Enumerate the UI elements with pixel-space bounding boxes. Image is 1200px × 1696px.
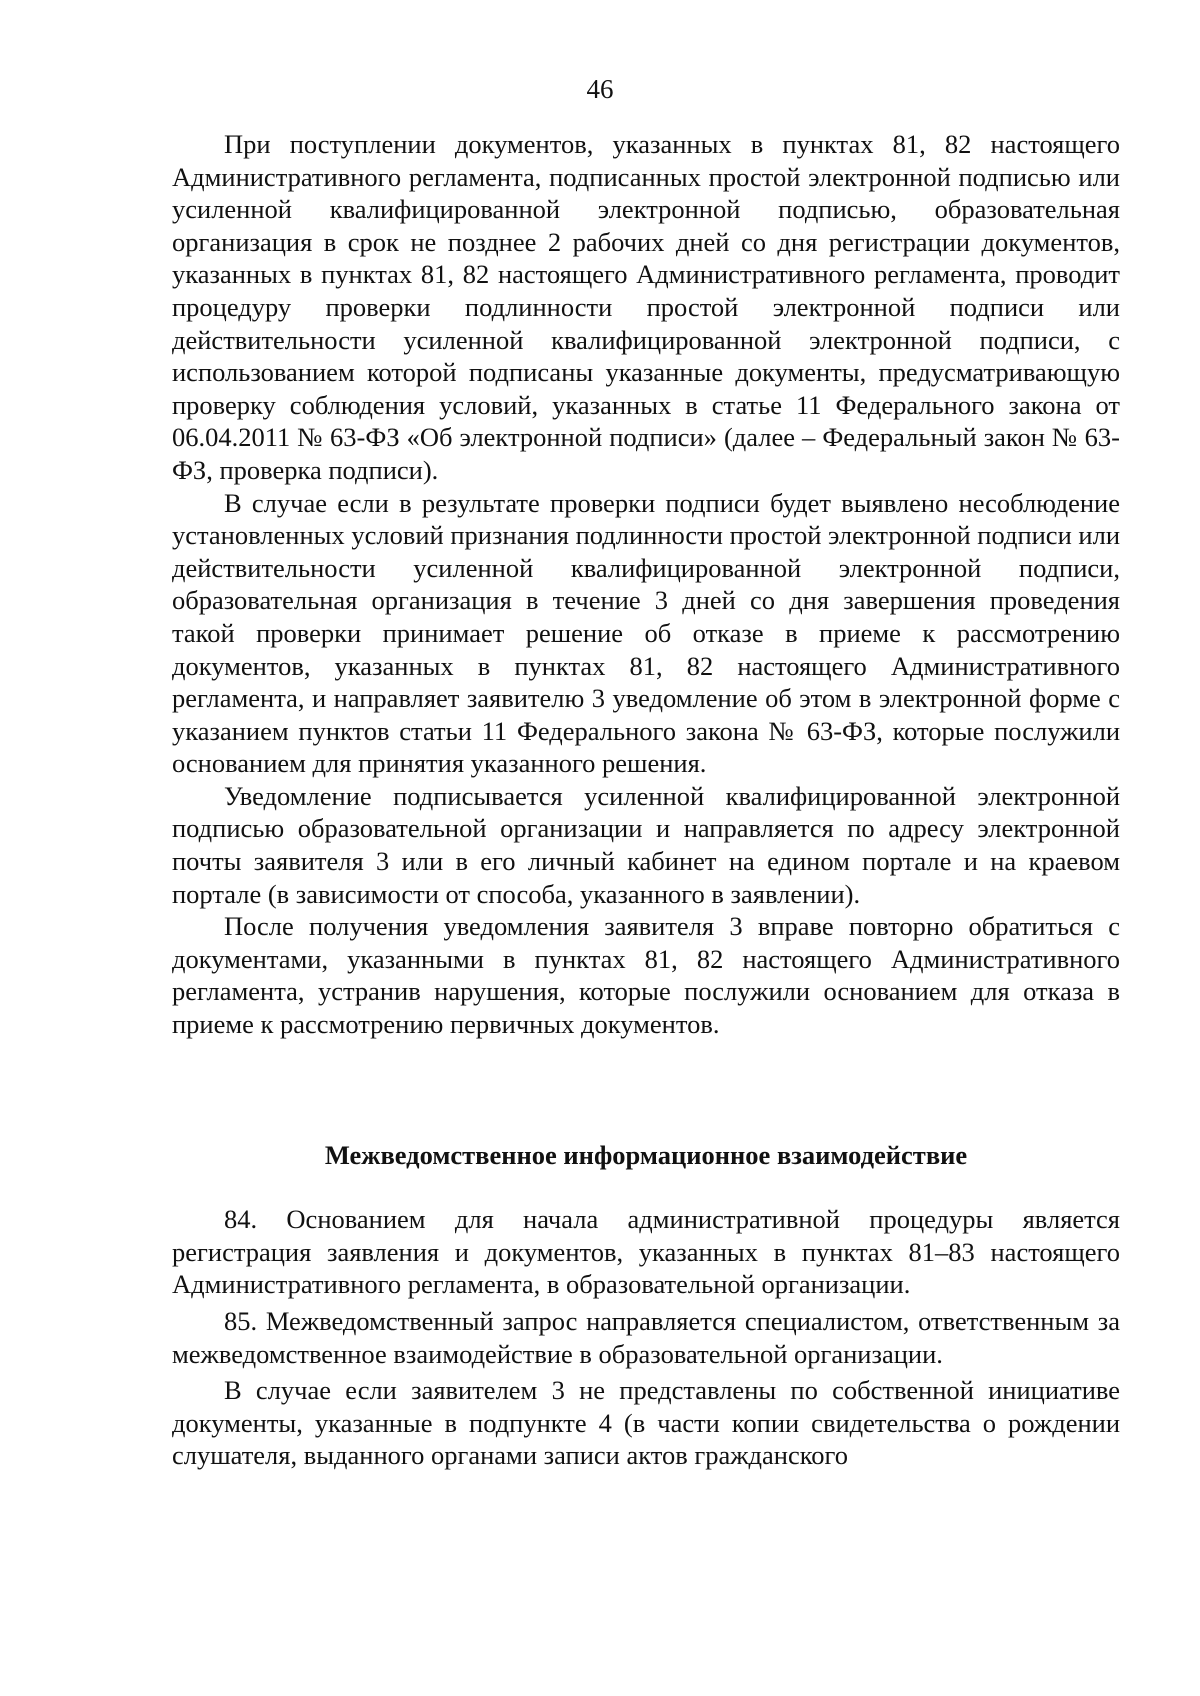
paragraph-resubmission: После получения уведомления заявителя 3 вправе повторно обратиться с документами, указанными в пунктах 81, 82 настоящего Административного регламента, устранив нарушения, которые послужили основанием для отказа в приеме к рассмотрению первичных документов. — [172, 911, 1120, 1040]
section-heading: Межведомственное информационное взаимодействие — [324, 1139, 968, 1170]
page-number: 46 — [586, 74, 614, 104]
paragraph-signature-verification: При поступлении документов, указанных в пунктах 81, 82 настоящего Административного регламента, подписанных простой электронной подписью или усиленной квалифицированной электронной подписью, образовательная организация в срок не позднее 2 рабочих дней со дня регистрации документов, указанных в пунктах 81, 82 настоящего Административного регламента, проводит процедуру проверки подлинности простой электронной подписи или действительности усиленной квалифицированной электронной подписи, с использованием которой подписаны указанные документы, предусматривающую проверку соблюдения условий, указанных в статье 11 Федерального закона от 06.04.2011 № 63-ФЗ «Об электронной подписи» (далее – Федеральный закон № 63-ФЗ, проверка подписи). — [172, 129, 1120, 485]
paragraph-84: 84. Основанием для начала административной процедуры является регистрация заявления и документов, указанных в пунктах 81–83 настоящего Административного регламента, в образовательной организации. — [172, 1204, 1120, 1300]
heading-spacer — [172, 1171, 1120, 1203]
paragraph-verification-failure: В случае если в результате проверки подписи будет выявлено несоблюдение установленных условий признания подлинности простой электронной подписи или действительности усиленной квалифицированной электронной подписи, образовательная организация в течение 3 дней со дня завершения проведения такой проверки принимает решение об отказе в приеме к рассмотрению документов, указанных в пунктах 81, 82 настоящего Административного регламента, и направляет заявителю 3 уведомление об этом в электронной форме с указанием пунктов статьи 11 Федерального закона № 63-ФЗ, которые послужили основанием для принятия указанного решения. — [172, 487, 1120, 779]
paragraph-applicant-documents: В случае если заявителем 3 не представлены по собственной инициативе документы, указанные в подпункте 4 (в части копии свидетельства о рождении слушателя, выданного органами записи актов гражданского — [172, 1375, 1120, 1471]
document-body — [172, 128, 1120, 1472]
section-spacer — [172, 1041, 1120, 1139]
paragraph-85: 85. Межведомственный запрос направляется специалистом, ответственным за межведомственное взаимодействие в образовательной организации. — [172, 1306, 1120, 1369]
paragraph-notification-signing: Уведомление подписывается усиленной квалифицированной электронной подписью образовательной организации и направляется по адресу электронной почты заявителя 3 или в его личный кабинет на едином портале и на краевом портале (в зависимости от способа, указанного в заявлении). — [172, 780, 1120, 909]
